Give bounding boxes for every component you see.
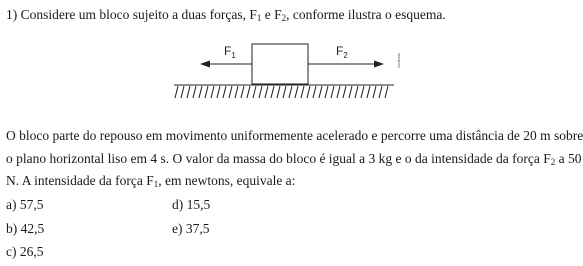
hatch-line — [361, 86, 364, 98]
hatch-line — [235, 86, 238, 98]
statement-line-3-prefix: N. A intensidade da força F — [6, 173, 154, 188]
hatch-line — [217, 86, 220, 98]
hatch-line — [265, 86, 268, 98]
hatch-line — [277, 86, 280, 98]
hatch-line — [373, 86, 376, 98]
hatch-line — [307, 86, 310, 98]
hatch-line — [229, 86, 232, 98]
force-1-subscript: 1 — [256, 13, 262, 23]
statement-line-2 — [6, 150, 582, 168]
force-2-arrowhead — [374, 61, 384, 68]
force-2-subscript-inline: 2 — [550, 157, 556, 167]
hatch-line — [241, 86, 244, 98]
force-1-subscript-inline: 1 — [153, 179, 159, 189]
hatch-line — [355, 86, 358, 98]
option-d: d) 15,5 — [172, 197, 211, 212]
hatch-line — [367, 86, 370, 98]
hatch-line — [331, 86, 334, 98]
statement-line-2-prefix: o plano horizontal liso em 4 s. O valor da massa do bloco é igual a 3 kg e o da intensidade da força F — [6, 151, 551, 166]
statement-line-2-suffix: a 50 — [555, 151, 582, 166]
option-a: a) 57,5 — [6, 197, 44, 212]
hatch-line — [181, 86, 184, 98]
option-c: c) 26,5 — [6, 244, 44, 259]
statement-line-3-suffix: , em newtons, equivale a: — [158, 173, 296, 188]
hatch-line — [319, 86, 322, 98]
hatch-line — [337, 86, 340, 98]
hatch-line — [283, 86, 286, 98]
statement-line-1: O bloco parte do repouso em movimento uniformemente acelerado e percorre uma distância de 20 m sobre — [6, 128, 583, 143]
hatch-line — [193, 86, 196, 98]
block — [252, 44, 308, 84]
option-e: e) 37,5 — [172, 221, 210, 236]
force-1-label: $F_1$ — [224, 44, 236, 60]
hatch-line — [301, 86, 304, 98]
statement-line-3 — [6, 172, 568, 190]
question-title-prefix: 1) Considere um bloco sujeito a duas forças, F — [6, 7, 257, 22]
hatch-line — [247, 86, 250, 98]
hatch-line — [325, 86, 328, 98]
hatch-line — [385, 86, 388, 98]
hatch-line — [223, 86, 226, 98]
hatch-line — [187, 86, 190, 98]
hatch-line — [343, 86, 346, 98]
force-diagram — [0, 0, 572, 110]
question-title-mid: e F — [261, 7, 282, 22]
hatch-line — [379, 86, 382, 98]
force-1-arrowhead — [200, 61, 210, 68]
hatch-line — [313, 86, 316, 98]
hatch-line — [211, 86, 214, 98]
hatch-line — [205, 86, 208, 98]
hatch-line — [295, 86, 298, 98]
hatch-line — [289, 86, 292, 98]
hatch-line — [175, 86, 178, 98]
hatch-line — [253, 86, 256, 98]
force-2-label: $F_2$ — [336, 44, 348, 60]
hatch-line — [259, 86, 262, 98]
hatch-line — [271, 86, 274, 98]
side-note: contexto — [396, 52, 401, 68]
option-b: b) 42,5 — [6, 221, 45, 236]
question-title-suffix: , conforme ilustra o esquema. — [286, 7, 446, 22]
hatch-line — [349, 86, 352, 98]
hatch-line — [199, 86, 202, 98]
force-2-subscript: 2 — [281, 13, 287, 23]
floor-hatching — [175, 86, 388, 98]
